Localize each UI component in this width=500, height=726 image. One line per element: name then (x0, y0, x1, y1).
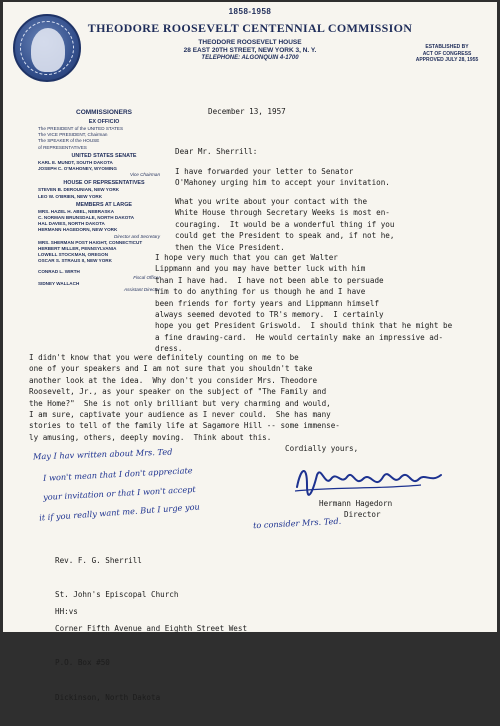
commissioner-line: LEO W. O'BRIEN, NEW YORK (38, 193, 103, 199)
closing: Cordially yours, (285, 444, 359, 453)
commissioner-line: C. NORMAN BRUNSDALE, NORTH DAKOTA (38, 215, 135, 221)
commissioner-line: The SPEAKER of the HOUSE (38, 138, 100, 144)
handwritten-line: I won't mean that I don't appreciate (42, 465, 193, 483)
commissioner-line: MRS. SHERMAN POST HAIGHT, CONNECTICUT (38, 239, 143, 245)
commissioners-list (38, 108, 170, 293)
established-line: APPROVED JULY 28, 1955 (415, 57, 479, 63)
house-phone: TELEPHONE: ALGONQUIN 4-1700 (201, 55, 299, 61)
handwritten-line: to consider Mrs. Ted. (252, 515, 342, 531)
centennial-years: 1858-1958 (228, 7, 272, 16)
staff-role: Assistant Director (124, 287, 160, 293)
commissioner-line: LOWELL STOCKMAN, OREGON (38, 252, 109, 258)
house-address: 28 EAST 20TH STREET, NEW YORK 3, N. Y. (183, 47, 317, 54)
commissioner-line: HAL DAVIES, NORTH DAKOTA (38, 221, 105, 227)
typist-initials: HH:vs (55, 607, 78, 616)
salutation: Dear Mr. Sherrill: (175, 147, 258, 156)
commissioner-line: of REPRESENTATIVES (38, 144, 87, 150)
paragraph: I didn't know that you were definitely counting on me to be one of your speakers and I am not sure that you shouldn't take another look at the idea. Why don't you consider Mrs. Theodore Roosevelt, Jr., as your speaker on the subject of "The Family and the Home?" She is not only brilliant but very charming and would, I am sure, captivate your audience as I never could. She has many stories to tell of the family life at Sagamore Hill -- some immense- ly amusing, others, deeply moving. Think about this. (29, 353, 340, 442)
commissioner-role: Director and Secretary (114, 233, 160, 239)
staff-role: Fiscal Officer (133, 274, 160, 280)
house-name: THEODORE ROOSEVELT HOUSE (198, 39, 302, 46)
commissioner-line: HERMANN HAGEDORN, NEW YORK (38, 227, 118, 233)
handwritten-line: it if you really want me. But I urge you (38, 501, 201, 523)
commissioners-heading: COMMISSIONERS (76, 109, 132, 116)
section-title: HOUSE OF REPRESENTATIVES (63, 180, 145, 187)
established-line: ACT OF CONGRESS (422, 50, 472, 57)
established-note (405, 44, 489, 64)
staff-name: CONRAD L. WIRTH (38, 268, 80, 274)
handwritten-line: May I hav written about Mrs. Ted (32, 446, 173, 462)
staff-name: SIDNEY WALLACH (38, 281, 80, 287)
recipient-line: Corner Fifth Avenue and Eighth Street West (55, 624, 248, 634)
commission-name: THEODORE ROOSEVELT CENTENNIAL COMMISSION (87, 21, 413, 35)
recipient-address (55, 532, 247, 726)
handwritten-line: your invitation or that I won't accept (42, 484, 196, 502)
section-title: EX OFFICIO (88, 119, 120, 125)
commissioner-line: STEVEN B. DEROUNIAN, NEW YORK (38, 187, 120, 193)
recipient-line: St. John's Episcopal Church (55, 590, 179, 600)
commissioner-line: The VICE PRESIDENT, Chairman (38, 132, 108, 138)
section-title: MEMBERS AT LARGE (75, 201, 132, 208)
paragraph: I have forwarded your letter to Senator O'Mahoney urging him to accept your invitation. (175, 167, 390, 188)
paragraph: I hope very much that you can get Walter Lippmann and you may have better luck with him than I have had. I have not been able to persuade him to do anything for us though he and I have been friends for forty years and Lippmann himself always seemed devoted to TR's memory. I certainly hope you get President Griswold. I should think that he might be a fine drawing-card. He would certainly make an impressive ad- dress. (155, 253, 453, 354)
signer-name: Hermann Hagedorn (319, 499, 393, 508)
commissioner-role: Vice Chairman (129, 172, 160, 178)
commissioner-line: JOSEPH C. O'MAHONEY, WYOMING (38, 166, 117, 172)
commissioner-line: HERBERT MILLER, PENNSYLVANIA (38, 246, 117, 252)
commissioner-line: MRS. HAZEL H. ABEL, NEBRASKA (38, 208, 115, 214)
letter-date: December 13, 1957 (208, 107, 286, 116)
established-line: ESTABLISHED BY (425, 44, 469, 50)
handwritten-signature (291, 457, 455, 499)
section-title: UNITED STATES SENATE (71, 152, 137, 159)
commissioner-line: OSCAR S. STRAUS II, NEW YORK (38, 258, 112, 264)
paragraph: What you write about your contact with the White House through Secretary Weeks is most en- couraging. It would be a wonderful thing if you could get the President to speak and, if not he, then the Vice President. (175, 197, 395, 252)
letter-page (3, 2, 497, 702)
signer-title: Director (344, 510, 381, 519)
commissioner-line: The PRESIDENT of the UNITED STATES (38, 126, 124, 131)
recipient-line: P.O. Box #50 (55, 658, 110, 668)
commissioner-line: KARL E. MUNDT, SOUTH DAKOTA (38, 159, 113, 165)
recipient-line: Rev. F. G. Sherrill (55, 555, 142, 565)
recipient-line: Dickinson, North Dakota (55, 692, 161, 702)
